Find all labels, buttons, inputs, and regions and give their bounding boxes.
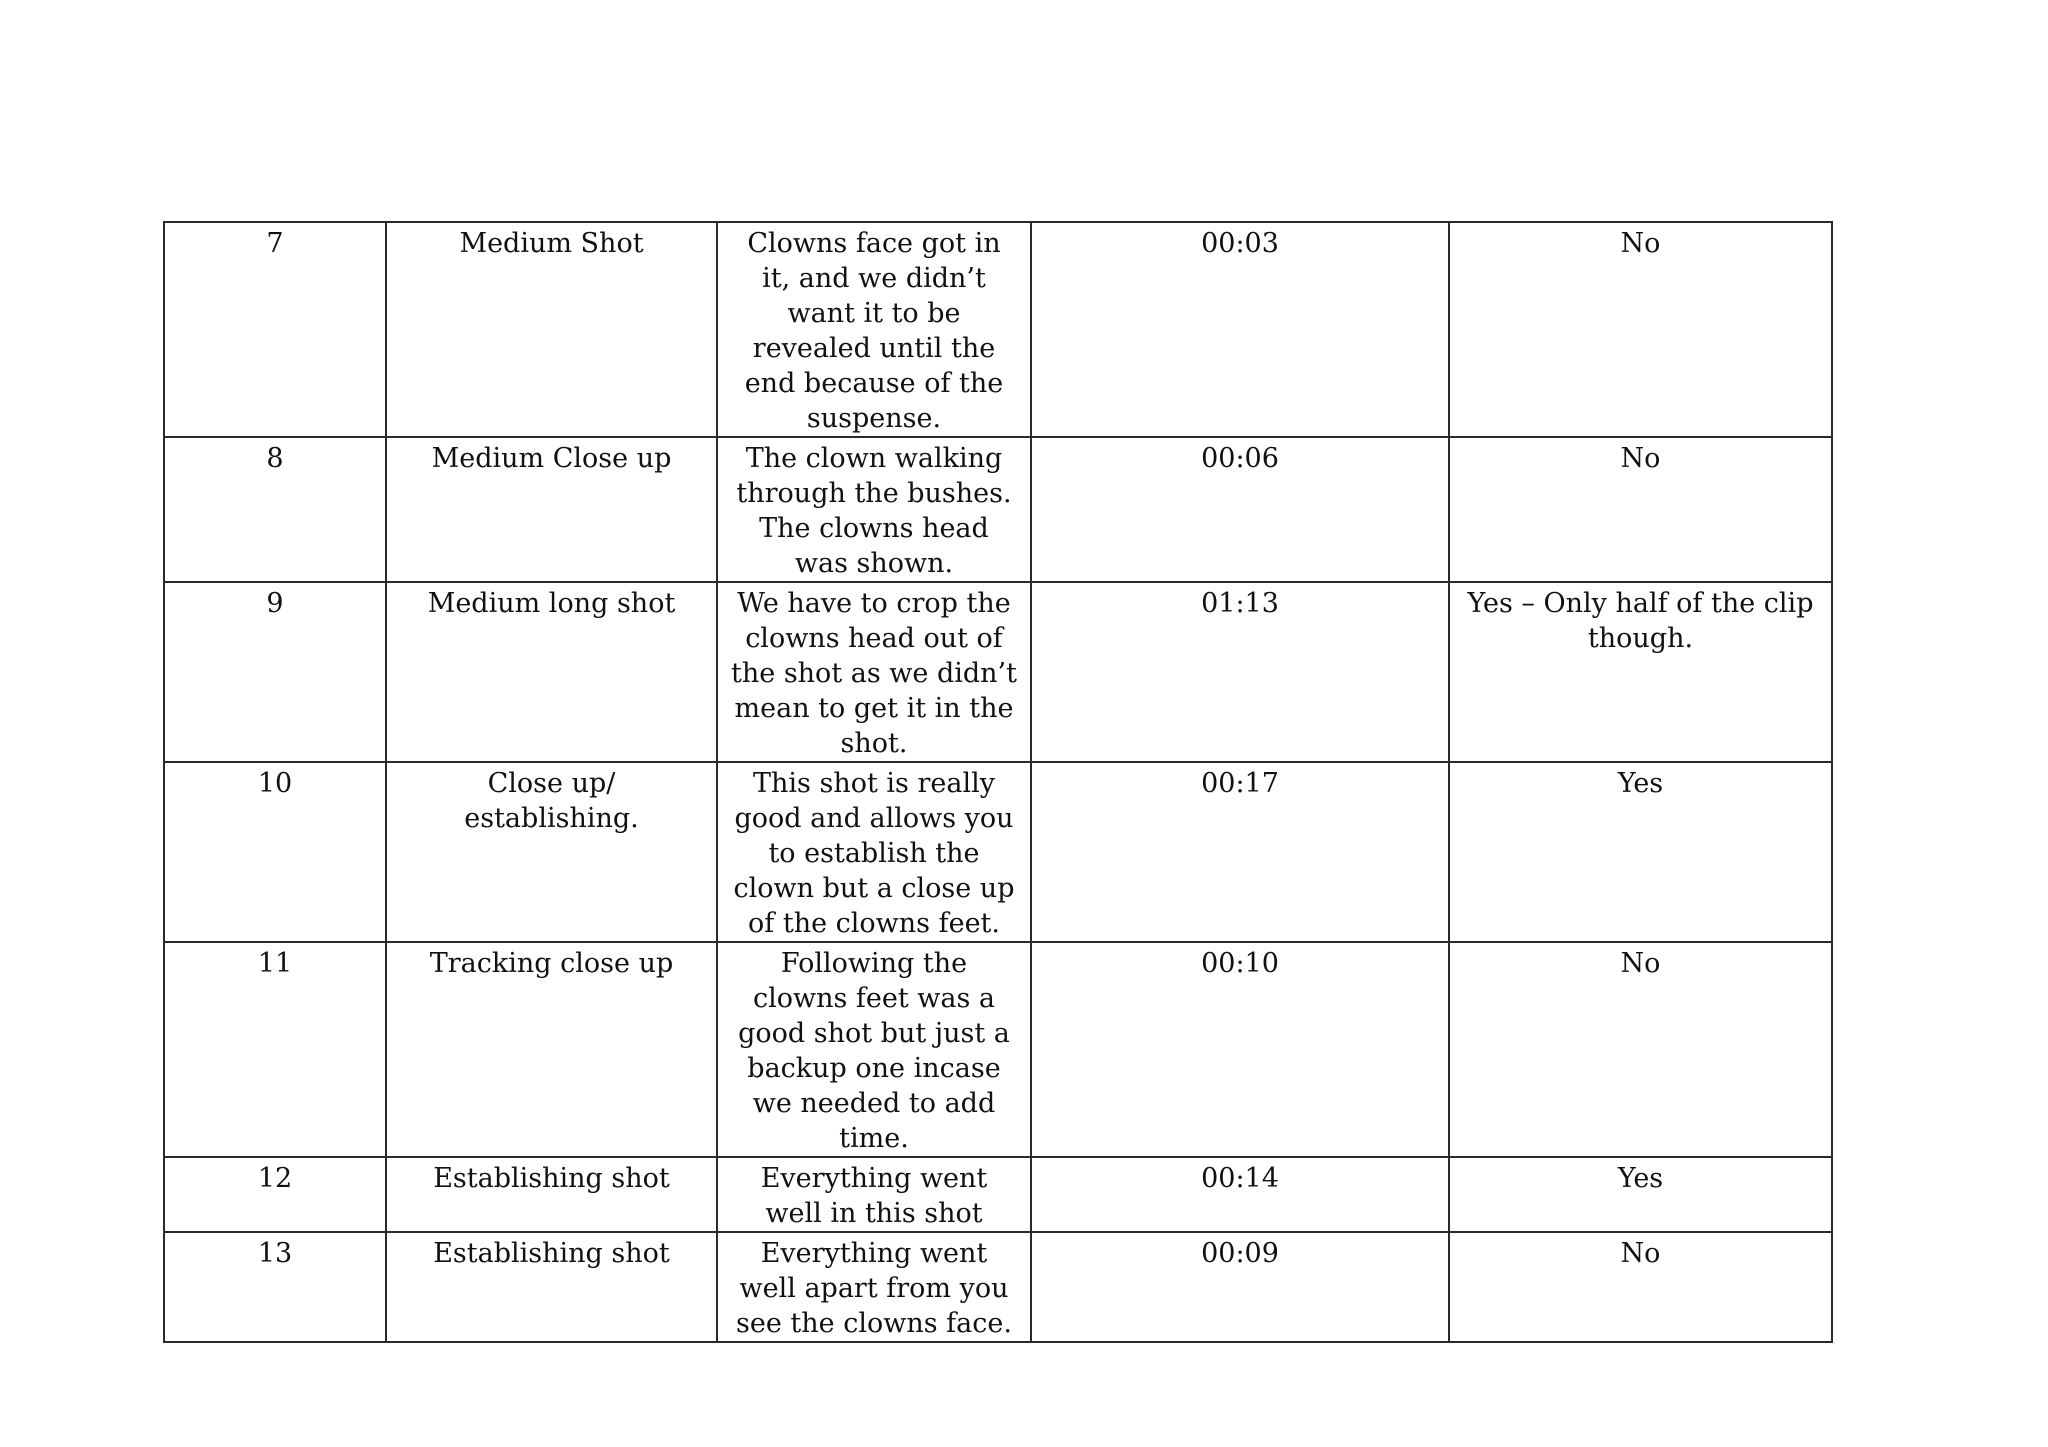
table-row	[164, 762, 1832, 942]
shot-notes-cell: Clowns face got in it, and we didn’t want it to be revealed until the end because of the suspense.	[717, 222, 1031, 437]
shot-type-cell: Medium long shot	[386, 582, 717, 762]
shot-duration-cell: 00:06	[1031, 437, 1449, 582]
shot-used-cell: Yes	[1449, 1157, 1832, 1232]
shot-used-cell: No	[1449, 437, 1832, 582]
shot-notes-cell: We have to crop the clowns head out of the shot as we didn’t mean to get it in the shot.	[717, 582, 1031, 762]
shot-number-cell: 7	[164, 222, 386, 437]
shot-number-cell: 11	[164, 942, 386, 1157]
shot-duration-cell: 00:09	[1031, 1232, 1449, 1342]
table-row	[164, 1157, 1832, 1232]
table-row	[164, 222, 1832, 437]
shot-number-cell: 8	[164, 437, 386, 582]
shot-type-cell: Medium Close up	[386, 437, 717, 582]
shot-type-cell: Establishing shot	[386, 1232, 717, 1342]
shot-number-cell: 9	[164, 582, 386, 762]
shot-duration-cell: 01:13	[1031, 582, 1449, 762]
table-row	[164, 942, 1832, 1157]
shot-type-cell: Tracking close up	[386, 942, 717, 1157]
table-row	[164, 1232, 1832, 1342]
shot-duration-cell: 00:14	[1031, 1157, 1449, 1232]
shot-used-cell: Yes	[1449, 762, 1832, 942]
shot-number-cell: 10	[164, 762, 386, 942]
shot-duration-cell: 00:17	[1031, 762, 1449, 942]
shot-used-cell: No	[1449, 1232, 1832, 1342]
shot-type-cell: Close up/ establishing.	[386, 762, 717, 942]
shot-notes-cell: Everything went well in this shot	[717, 1157, 1031, 1232]
shot-duration-cell: 00:03	[1031, 222, 1449, 437]
table-row	[164, 437, 1832, 582]
shot-type-cell: Medium Shot	[386, 222, 717, 437]
shot-notes-cell: Following the clowns feet was a good shot but just a backup one incase we needed to add time.	[717, 942, 1031, 1157]
shot-used-cell: No	[1449, 222, 1832, 437]
shot-used-cell: No	[1449, 942, 1832, 1157]
shot-notes-cell: The clown walking through the bushes. The clowns head was shown.	[717, 437, 1031, 582]
shot-notes-cell: This shot is really good and allows you to establish the clown but a close up of the clowns feet.	[717, 762, 1031, 942]
shot-notes-cell: Everything went well apart from you see the clowns face.	[717, 1232, 1031, 1342]
shot-used-cell: Yes – Only half of the clip though.	[1449, 582, 1832, 762]
table-row	[164, 582, 1832, 762]
shot-number-cell: 12	[164, 1157, 386, 1232]
shot-log-table	[163, 221, 1833, 1343]
shot-number-cell: 13	[164, 1232, 386, 1342]
shot-type-cell: Establishing shot	[386, 1157, 717, 1232]
shot-duration-cell: 00:10	[1031, 942, 1449, 1157]
